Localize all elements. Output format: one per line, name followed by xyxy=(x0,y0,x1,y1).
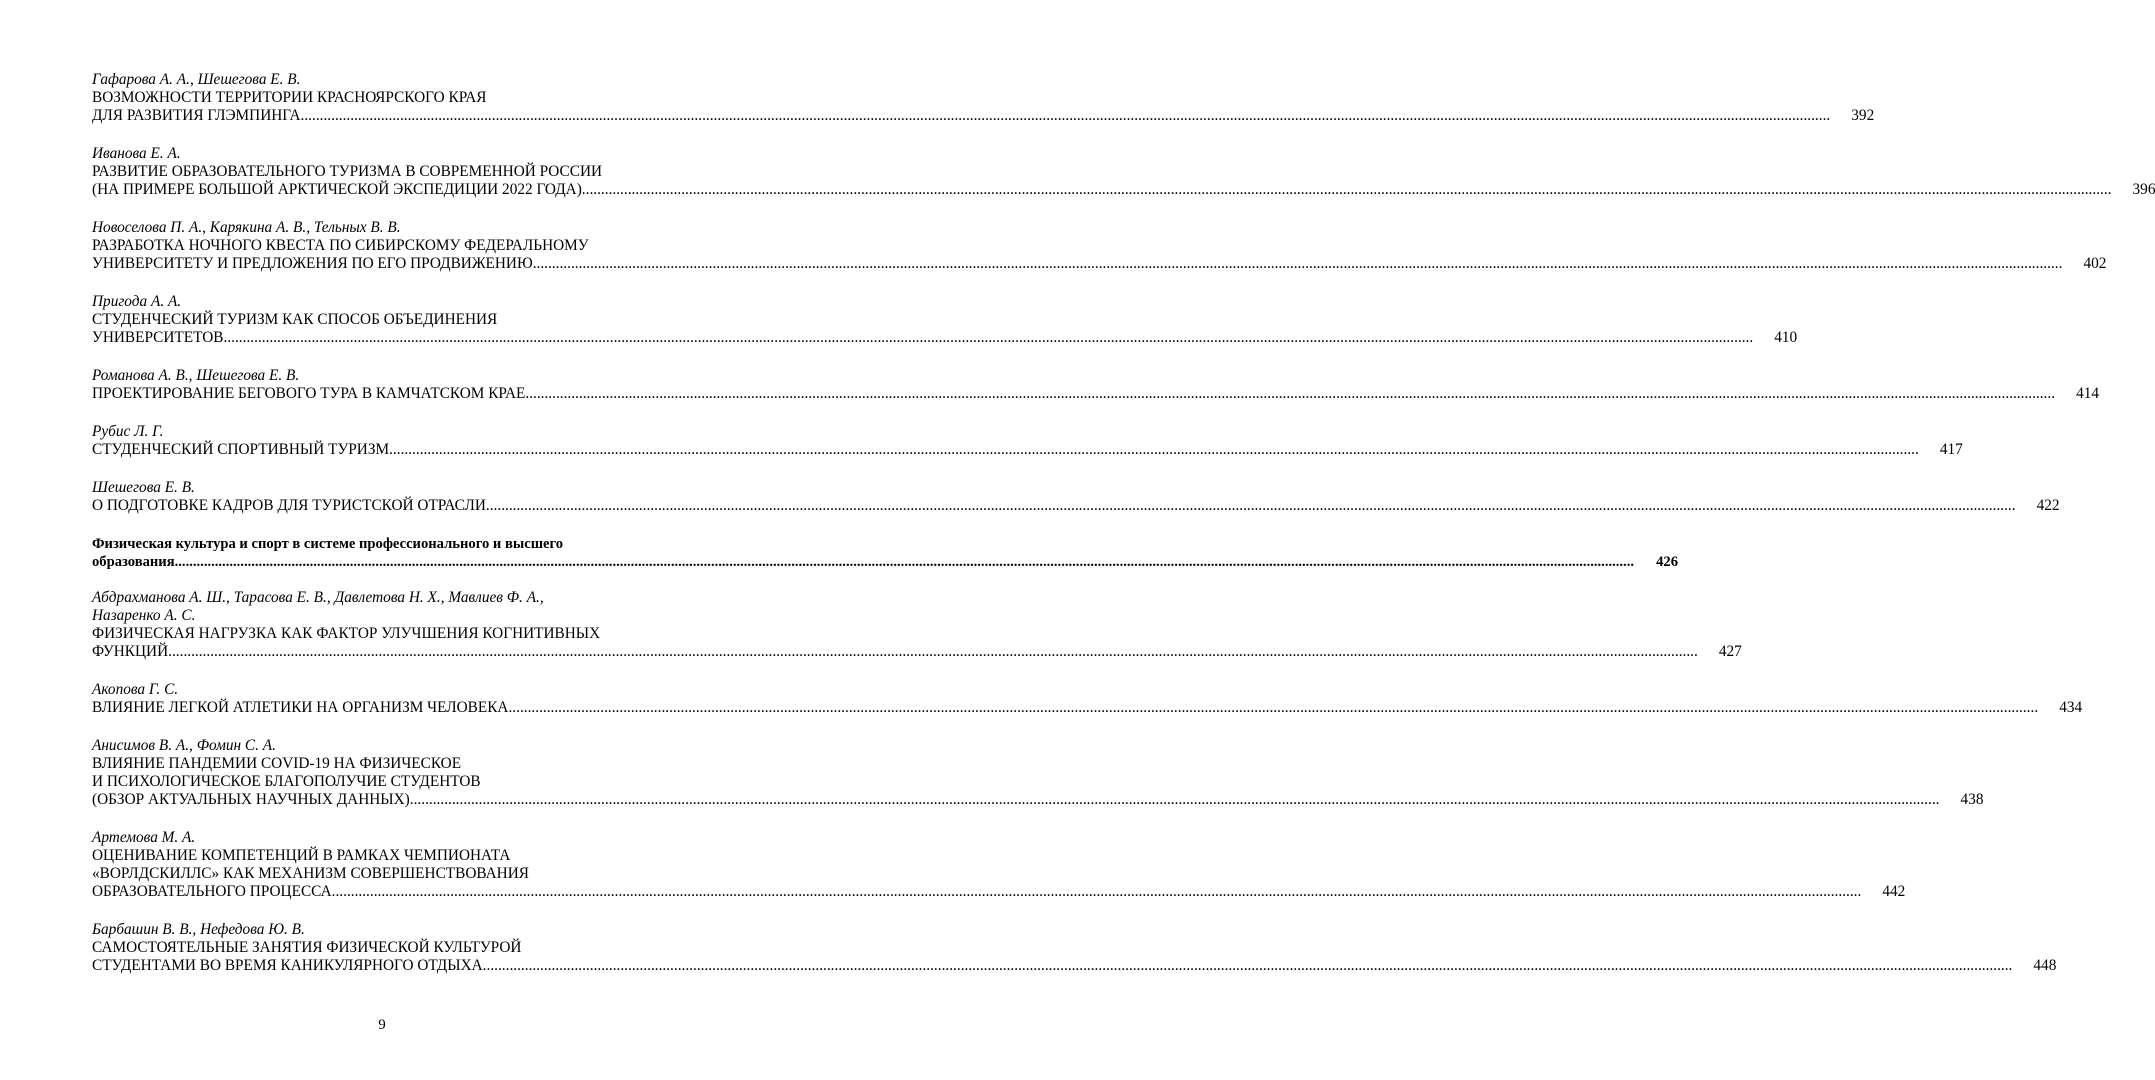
toc-entry-title: ФУНКЦИЙ xyxy=(92,643,169,660)
toc-entry-title: (НА ПРИМЕРЕ БОЛЬШОЙ АРКТИЧЕСКОЙ ЭКСПЕДИЦИИ 2022 ГОДА) xyxy=(92,181,582,198)
toc-section-heading xyxy=(92,535,1678,571)
toc-entry-title-row xyxy=(92,699,2083,717)
toc-entry-authors: Новоселова П. А., Карякина А. В., Тельных В. В. xyxy=(92,219,401,236)
toc-entry-title-row xyxy=(92,441,1963,459)
toc-entry-page: 410 xyxy=(1774,329,1798,346)
toc-entry-page: 414 xyxy=(2076,385,2100,402)
toc-entry-title-row xyxy=(92,181,2155,199)
toc-entry-authors: Барбашин В. В., Нефедова Ю. В. xyxy=(92,921,305,938)
dot-leader: ................................................................................................................................................................................................................................................................................................................................................................................................................ xyxy=(508,699,2039,716)
dot-leader: ................................................................................................................................................................................................................................................................................................................................................................................................................ xyxy=(409,791,1940,808)
toc-entry-page: 402 xyxy=(2083,255,2107,272)
toc-entry-title: И ПСИХОЛОГИЧЕСКОЕ БЛАГОПОЛУЧИЕ СТУДЕНТОВ xyxy=(92,773,481,790)
toc-entry-title-row xyxy=(92,553,1678,571)
dot-leader: ................................................................................................................................................................................................................................................................................................................................................................................................................ xyxy=(300,107,1831,124)
toc-entry-page: 426 xyxy=(1656,554,1678,570)
dot-leader: ................................................................................................................................................................................................................................................................................................................................................................................................................ xyxy=(532,255,2063,272)
toc-entry-title: «ВОРЛДСКИЛЛС» КАК МЕХАНИЗМ СОВЕРШЕНСТВОВАНИЯ xyxy=(92,865,529,882)
toc-entry-authors: Пригода А. А. xyxy=(92,293,182,310)
dot-leader: ................................................................................................................................................................................................................................................................................................................................................................................................................ xyxy=(168,643,1698,660)
toc-entry-authors: Артемова М. А. xyxy=(92,829,196,846)
dot-leader: ................................................................................................................................................................................................................................................................................................................................................................................................................ xyxy=(581,181,2112,198)
toc-entry-title-row xyxy=(92,883,1906,901)
toc-entry xyxy=(92,71,1875,125)
toc-entry-title: САМОСТОЯТЕЛЬНЫЕ ЗАНЯТИЯ ФИЗИЧЕСКОЙ КУЛЬТУРОЙ xyxy=(92,939,522,956)
toc-entry-title: ДЛЯ РАЗВИТИЯ ГЛЭМПИНГА xyxy=(92,107,301,124)
toc-entry-title-row xyxy=(92,107,1875,125)
toc-entry-title: ПРОЕКТИРОВАНИЕ БЕГОВОГО ТУРА В КАМЧАТСКОМ КРАЕ xyxy=(92,385,526,402)
toc-entry xyxy=(92,479,2060,515)
toc-entry xyxy=(92,829,1906,901)
toc-entry-authors: Иванова Е. А. xyxy=(92,145,181,162)
toc-entry-authors: Абдрахманова А. Ш., Тарасова Е. В., Давлетова Н. Х., Мавлиев Ф. А., xyxy=(92,589,544,606)
dot-leader: ................................................................................................................................................................................................................................................................................................................................................................................................................ xyxy=(223,329,1754,346)
toc-entry-authors: Рубис Л. Г. xyxy=(92,423,164,440)
toc-entry-title: ФИЗИЧЕСКАЯ НАГРУЗКА КАК ФАКТОР УЛУЧШЕНИЯ КОГНИТИВНЫХ xyxy=(92,625,601,642)
toc-entry-page: 442 xyxy=(1882,883,1906,900)
toc-entry-title-row xyxy=(92,329,1798,347)
toc-entry-title: (ОБЗОР АКТУАЛЬНЫХ НАУЧНЫХ ДАННЫХ) xyxy=(92,791,410,808)
toc-entry-authors: Акопова Г. С. xyxy=(92,681,179,698)
toc-entry-page: 448 xyxy=(2033,957,2057,974)
toc-entry-authors: Шешегова Е. В. xyxy=(92,479,195,496)
toc-entry-title: СТУДЕНЧЕСКИЙ СПОРТИВНЫЙ ТУРИЗМ xyxy=(92,441,390,458)
toc-entry xyxy=(92,589,1742,661)
toc-entry xyxy=(92,145,2155,199)
toc-entry-authors: Анисимов В. А., Фомин С. А. xyxy=(92,737,276,754)
toc-entry-title: УНИВЕРСИТЕТУ И ПРЕДЛОЖЕНИЯ ПО ЕГО ПРОДВИЖЕНИЮ xyxy=(92,255,533,272)
toc-entry xyxy=(92,681,2083,717)
toc-entry-page: 422 xyxy=(2036,497,2060,514)
toc-entry xyxy=(92,423,1963,459)
toc-entry-title: РАЗВИТИЕ ОБРАЗОВАТЕЛЬНОГО ТУРИЗМА В СОВРЕМЕННОЙ РОССИИ xyxy=(92,163,603,180)
toc-entry xyxy=(92,293,1798,347)
toc-entry-title-row xyxy=(92,643,1742,661)
toc-entry-title: Физическая культура и спорт в системе профессионального и высшего xyxy=(92,536,564,552)
toc-entry xyxy=(92,921,2057,975)
toc-entry-page: 392 xyxy=(1851,107,1875,124)
toc-entry-title-row xyxy=(92,255,2107,273)
dot-leader: ................................................................................................................................................................................................................................................................................................................................................................................................................ xyxy=(389,441,1919,458)
page-number: 9 xyxy=(378,1017,386,1033)
toc-entry-title: ВЛИЯНИЕ ПАНДЕМИИ COVID-19 НА ФИЗИЧЕСКОЕ xyxy=(92,755,462,772)
toc-entry-page: 438 xyxy=(1960,791,1984,808)
toc-entry-authors: Романова А. В., Шешегова Е. В. xyxy=(92,367,300,384)
dot-leader: ................................................................................................................................................................................................................................................................................................................................................................................................................ xyxy=(525,385,2056,402)
toc-entry-page: 434 xyxy=(2059,699,2083,716)
toc-entry-title: УНИВЕРСИТЕТОВ xyxy=(92,329,224,346)
dot-leader: ................................................................................................................................................................................................................................................................................................................................................................................................................ xyxy=(174,554,1634,570)
toc-entry xyxy=(92,367,2100,403)
toc-entry-title: О ПОДГОТОВКЕ КАДРОВ ДЛЯ ТУРИСТСКОЙ ОТРАСЛИ xyxy=(92,497,486,514)
toc-entry-authors: Гафарова А. А., Шешегова Е. В. xyxy=(92,71,301,88)
table-of-contents xyxy=(92,71,2155,995)
toc-entry-page: 396 xyxy=(2132,181,2155,198)
toc-entry-title-row xyxy=(92,791,1984,809)
toc-entry-title-row xyxy=(92,497,2060,515)
toc-entry-title: СТУДЕНТАМИ ВО ВРЕМЯ КАНИКУЛЯРНОГО ОТДЫХА xyxy=(92,957,483,974)
toc-entry-title-row xyxy=(92,957,2057,975)
toc-entry-title: СТУДЕНЧЕСКИЙ ТУРИЗМ КАК СПОСОБ ОБЪЕДИНЕНИЯ xyxy=(92,311,498,328)
toc-entry-title-row xyxy=(92,385,2100,403)
toc-entry xyxy=(92,737,1984,809)
toc-entry-page: 427 xyxy=(1718,643,1742,660)
toc-entry-title: ОЦЕНИВАНИЕ КОМПЕТЕНЦИЙ В РАМКАХ ЧЕМПИОНАТА xyxy=(92,847,511,864)
toc-entry-title: ОБРАЗОВАТЕЛЬНОГО ПРОЦЕССА xyxy=(92,883,332,900)
toc-entry-title: образования xyxy=(92,554,175,570)
toc-entry-authors: Назаренко А. С. xyxy=(92,607,196,624)
dot-leader: ................................................................................................................................................................................................................................................................................................................................................................................................................ xyxy=(485,497,2016,514)
dot-leader: ................................................................................................................................................................................................................................................................................................................................................................................................................ xyxy=(482,957,2013,974)
toc-entry-page: 417 xyxy=(1939,441,1963,458)
toc-entry-title: РАЗРАБОТКА НОЧНОГО КВЕСТА ПО СИБИРСКОМУ ФЕДЕРАЛЬНОМУ xyxy=(92,237,589,254)
dot-leader: ................................................................................................................................................................................................................................................................................................................................................................................................................ xyxy=(331,883,1862,900)
toc-entry xyxy=(92,219,2107,273)
toc-entry-title: ВЛИЯНИЕ ЛЕГКОЙ АТЛЕТИКИ НА ОРГАНИЗМ ЧЕЛОВЕКА xyxy=(92,699,509,716)
toc-entry-title: ВОЗМОЖНОСТИ ТЕРРИТОРИИ КРАСНОЯРСКОГО КРАЯ xyxy=(92,89,487,106)
